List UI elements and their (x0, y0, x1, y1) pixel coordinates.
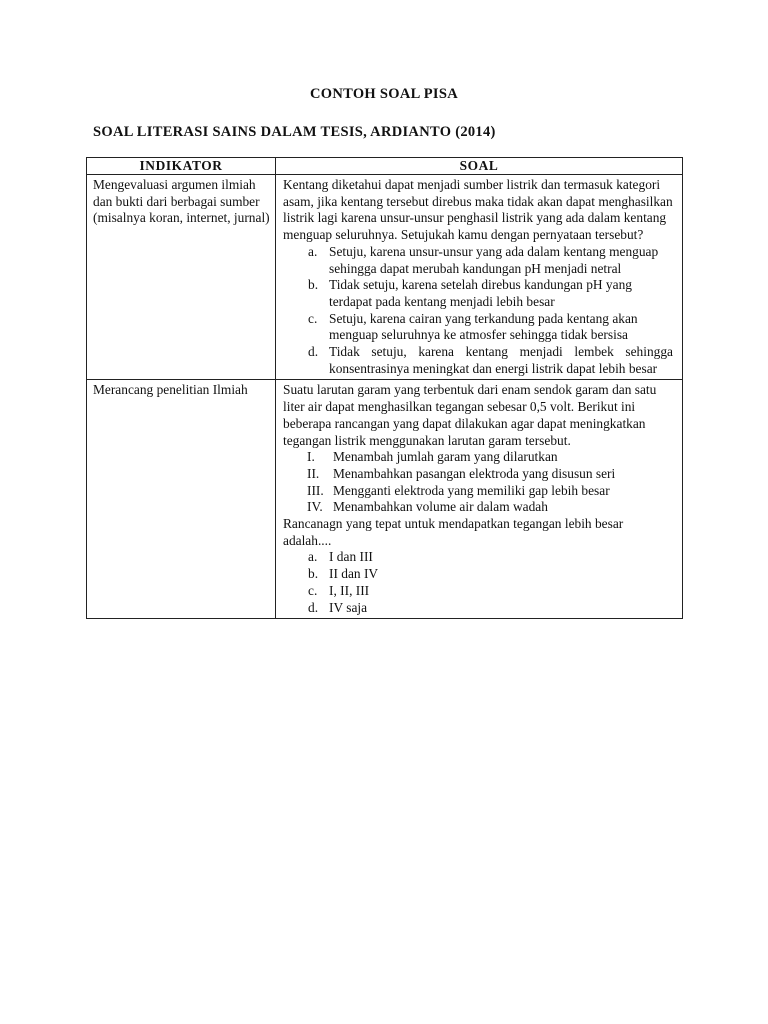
list-item: IV. Menambahkan volume air dalam wadah (307, 499, 548, 515)
list-item: III. Mengganti elektroda yang memiliki gap lebih besar (307, 482, 610, 498)
question-text: Kentang diketahui dapat menjadi sumber listrik dan termasuk kategori asam, jika kentang tersebut direbus maka tidak akan dapat menghasilkan listrik lagi karena unsur-unsur penghasil listrik yang ada dalam kentang menguap seluruhnya. Setujukah kamu dengan pernyataan tersebut? (283, 177, 673, 243)
soal-cell (276, 380, 683, 619)
list-item: a. Setuju, karena unsur-unsur yang ada dalam kentang menguap sehingga dapat merubah kandungan pH menjadi netral (308, 243, 659, 276)
list-item: c. Setuju, karena cairan yang terkandung pada kentang akan menguap seluruhnya ke atmosfer sehingga tidak bersisa (308, 310, 638, 343)
questions-table (86, 157, 683, 619)
document-subtitle: SOAL LITERASI SAINS DALAM TESIS, ARDIANTO (2014) (93, 124, 496, 140)
list-item: a. I dan III (308, 549, 373, 565)
question-prompt: Rancanagn yang tepat untuk mendapatkan tegangan lebih besar adalah.... (283, 516, 624, 548)
document-title: CONTOH SOAL PISA (310, 86, 458, 102)
table-header-row (87, 158, 683, 175)
list-item: d. Tidak setuju, karena kentang menjadi lembek sehingga konsentrasinya meningkat dan energi listrik dapat lebih besar (308, 344, 673, 376)
list-item: II. Menambahkan pasangan elektroda yang disusun seri (307, 465, 616, 481)
statement-list (283, 449, 673, 516)
list-item: b. Tidak setuju, karena setelah direbus kandungan pH yang terdapat pada kentang menjadi lebih besar (308, 277, 632, 309)
answer-options (283, 549, 673, 616)
indikator-cell: Mengevaluasi argumen ilmiah dan bukti dari berbagai sumber (misalnya koran, internet, jurnal) (87, 175, 276, 380)
question-text: Suatu larutan garam yang terbentuk dari enam sendok garam dan satu liter air dapat menghasilkan tegangan sebesar 0,5 volt. Berikut ini beberapa rancangan yang dapat dilakukan agar dapat meningkatkan tegangan listrik menggunakan larutan garam tersebut. (283, 382, 657, 448)
indikator-cell: Merancang penelitian Ilmiah (87, 380, 276, 619)
soal-cell (276, 175, 683, 380)
list-item: c. I, II, III (308, 582, 370, 598)
list-item: d. IV saja (308, 599, 368, 615)
header-indikator: INDIKATOR (87, 158, 276, 175)
table-row (87, 175, 683, 380)
list-item: b. II dan IV (308, 566, 379, 582)
answer-options (283, 244, 673, 378)
list-item: I. Menambah jumlah garam yang dilarutkan (307, 449, 558, 465)
header-soal: SOAL (276, 158, 683, 175)
table-row (87, 380, 683, 619)
